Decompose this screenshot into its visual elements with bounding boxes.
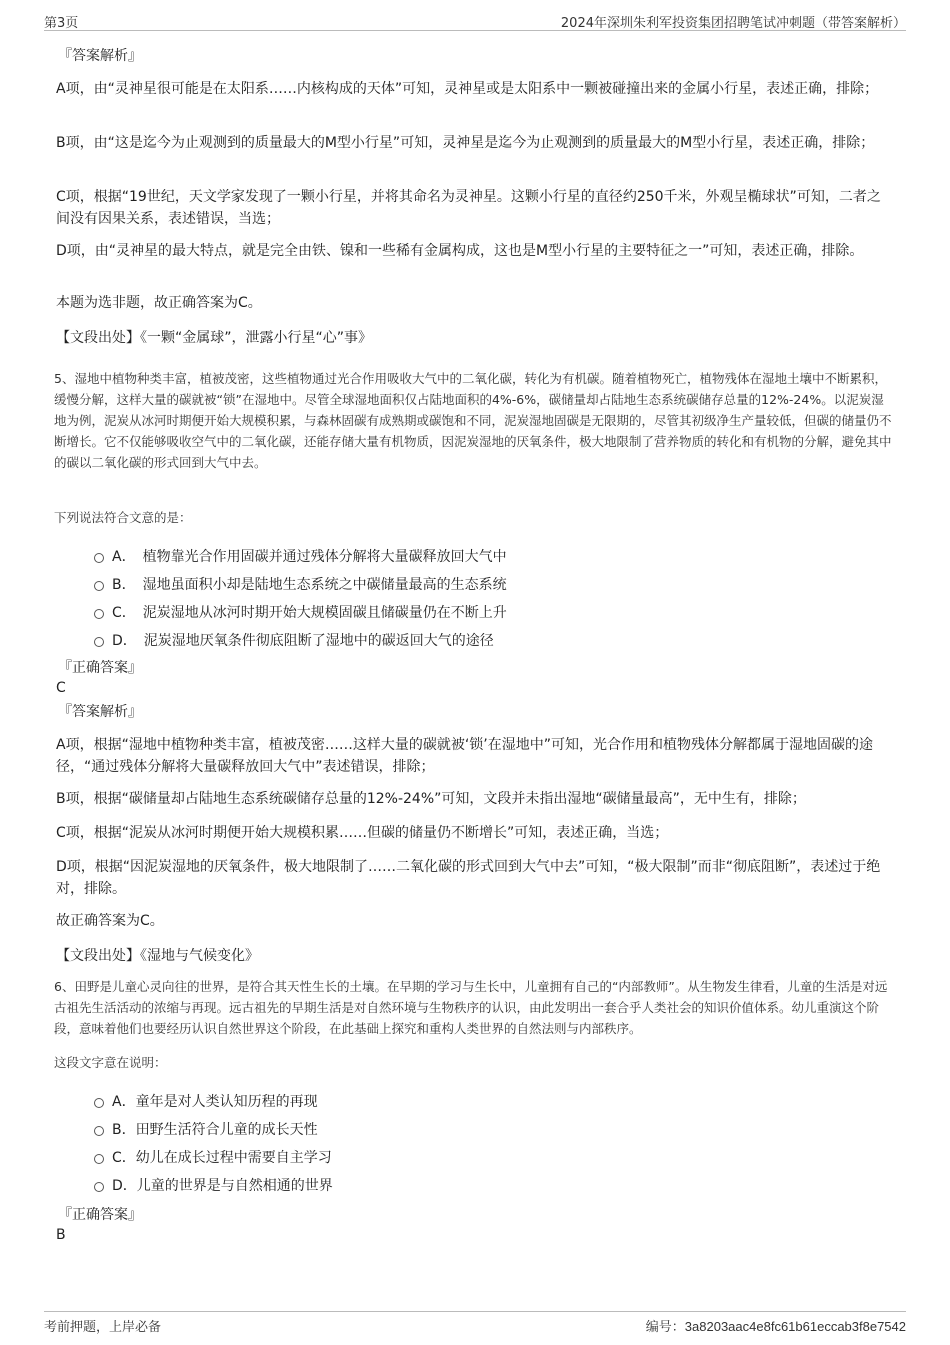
q5-source: 【文段出处】《湿地与气候变化》	[56, 948, 259, 964]
q6-answer-label: 『正确答案』	[58, 1207, 142, 1223]
q5-option-a[interactable]: A． 植物靠光合作用固碳并通过残体分解将大量碳释放回大气中	[94, 542, 896, 570]
q4-analysis-b: B项，由“这是迄今为止观测到的质量最大的M型小行星”可知，灵神星是迄今为止观测到的质量最大的M型小行星，表述正确，排除；	[56, 135, 875, 151]
q6-passage: 6、田野是儿童心灵向往的世界，是符合其天性生长的土壤。在早期的学习与生长中，儿童拥有自己的“内部教师”。从生物发生律看，儿童的生活是对远古祖先生活活动的浓缩与再现。远古祖先的早期生活是对自然环境与生物秩序的认识，由此发明出一套合乎人类社会的知识价值体系。幼儿重演这个阶段，意味着他们也要经历认识自然世界这个阶段，在此基础上探究和重构人类世界的自然法则与内部秩序。	[54, 979, 888, 1036]
page-number: 第3页	[44, 16, 79, 31]
code-value: 3a8203aac4e8fc61b61eccab3f8e7542	[684, 1319, 906, 1334]
code-label: 编号：	[645, 1320, 685, 1335]
q5-passage: 5、湿地中植物种类丰富，植被茂密，这些植物通过光合作用吸收大气中的二氧化碳，转化为有机碳。随着植物死亡，植物残体在湿地土壤中不断累积，缓慢分解，这样大量的碳就被“锁”在湿地中。尽管全球湿地面积仅占陆地面积的4%-6%，碳储量却占陆地生态系统碳储存总量的12%-24%。以泥炭湿地为例，泥炭从冰河时期便开始大规模积累，与森林固碳有成熟期或碳饱和不同，泥炭湿地固碳是无限期的，尽管其初级净生产量较低，但碳的储量仍不断增长。它不仅能够吸收空气中的二氧化碳，还能存储大量有机物质，因泥炭湿地的厌氧条件，极大地限制了营养物质的转化和有机物的分解，避免其中的碳以二氧化碳的形式回到大气中去。	[54, 371, 892, 470]
q5-prompt: 下列说法符合文意的是：	[54, 510, 192, 525]
radio-icon[interactable]	[94, 553, 104, 563]
q4-analysis-c: C项，根据“19世纪，天文学家发现了一颗小行星，并将其命名为灵神星。这颗小行星的直径约250千米，外观呈椭球状”可知，二者之间没有因果关系，表述错误，当选；	[56, 189, 881, 227]
q4-analysis-d: D项，由“灵神星的最大特点，就是完全由铁、镍和一些稀有金属构成，这也是M型小行星的主要特征之一”可知，表述正确，排除。	[56, 243, 864, 259]
q6-options	[94, 1087, 896, 1199]
q5-options	[94, 542, 896, 654]
q6-option-a[interactable]: A．童年是对人类认知历程的再现	[94, 1087, 896, 1115]
q4-analysis	[56, 78, 896, 314]
radio-icon[interactable]	[94, 637, 104, 647]
footer-slogan: 考前押题，上岸必备	[44, 1320, 162, 1335]
q5-analysis-label: 『答案解析』	[58, 704, 142, 720]
radio-icon[interactable]	[94, 1154, 104, 1164]
q5-analysis-d: D项，根据“因泥炭湿地的厌氧条件，极大地限制了……二氧化碳的形式回到大气中去”可知，“极大限制”而非“彻底阻断”，表述过于绝对，排除。	[56, 859, 881, 897]
q4-conclusion: 本题为选非题，故正确答案为C。	[56, 295, 262, 311]
page-header	[44, 10, 906, 31]
q4-source: 【文段出处】《一颗“金属球”，泄露小行星“心”事》	[56, 330, 373, 346]
page-footer	[44, 1311, 906, 1334]
q4-analysis-label: 『答案解析』	[58, 48, 142, 64]
radio-icon[interactable]	[94, 581, 104, 591]
q6-prompt: 这段文字意在说明：	[54, 1055, 167, 1070]
page-content	[56, 40, 896, 1245]
document-code	[646, 1316, 906, 1335]
radio-icon[interactable]	[94, 1182, 104, 1192]
q5-analysis-a: A项，根据“湿地中植物种类丰富，植被茂密……这样大量的碳就被‘锁’在湿地中”可知，光合作用和植物残体分解都属于湿地固碳的途径，“通过残体分解将大量碳释放回大气中”表述错误，排除；	[56, 737, 873, 775]
radio-icon[interactable]	[94, 609, 104, 619]
q6-option-d[interactable]: D．儿童的世界是与自然相通的世界	[94, 1171, 896, 1199]
q6-option-b[interactable]: B．田野生活符合儿童的成长天性	[94, 1115, 896, 1143]
q5-analysis-b: B项，根据“碳储量却占陆地生态系统碳储存总量的12%-24%”可知，文段并未指出湿地“碳储量最高”，无中生有，排除；	[56, 791, 806, 807]
document-title: 2024年深圳朱利军投资集团招聘笔试冲刺题（带答案解析）	[560, 16, 906, 31]
q5-option-b[interactable]: B． 湿地虽面积小却是陆地生态系统之中碳储量最高的生态系统	[94, 570, 896, 598]
q4-analysis-a: A项，由“灵神星很可能是在太阳系……内核构成的天体”可知，灵神星或是太阳系中一颗被碰撞出来的金属小行星，表述正确，排除；	[56, 81, 879, 97]
q5-conclusion: 故正确答案为C。	[56, 913, 164, 929]
q5-answer-label: 『正确答案』	[58, 660, 142, 676]
q5-option-c[interactable]: C． 泥炭湿地从冰河时期开始大规模固碳且储碳量仍在不断上升	[94, 598, 896, 626]
q5-option-d[interactable]: D． 泥炭湿地厌氧条件彻底阻断了湿地中的碳返回大气的途径	[94, 626, 896, 654]
q6-answer: B	[56, 1227, 66, 1243]
q5-answer: C	[56, 680, 66, 696]
radio-icon[interactable]	[94, 1126, 104, 1136]
radio-icon[interactable]	[94, 1098, 104, 1108]
q6-option-c[interactable]: C．幼儿在成长过程中需要自主学习	[94, 1143, 896, 1171]
q5-analysis	[56, 734, 896, 932]
q5-analysis-c: C项，根据“泥炭从冰河时期便开始大规模积累……但碳的储量仍不断增长”可知，表述正确，当选；	[56, 825, 669, 841]
